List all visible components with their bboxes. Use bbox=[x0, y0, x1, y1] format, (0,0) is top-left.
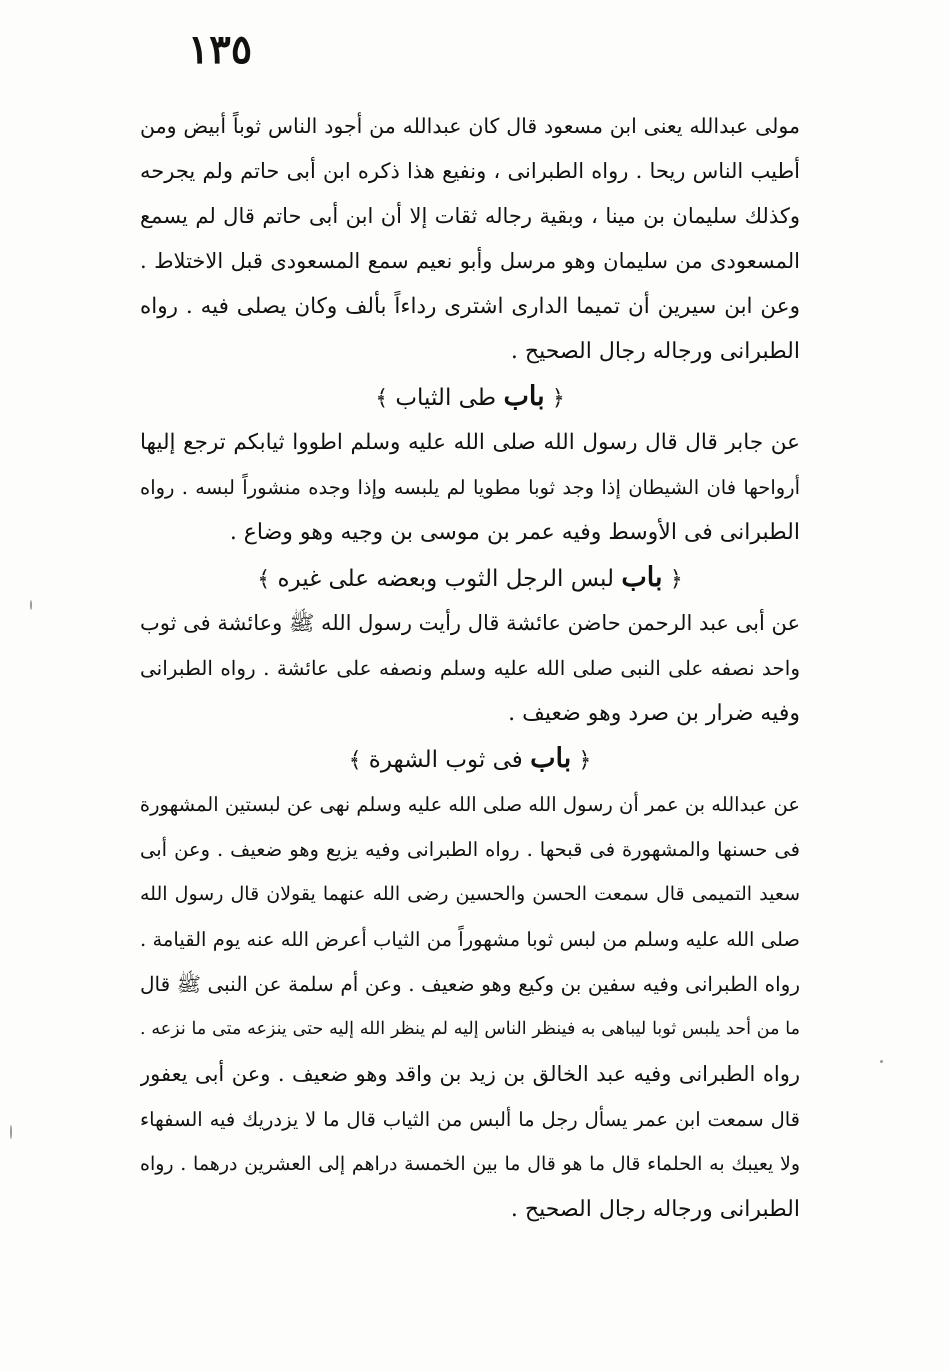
heading-title: فى ثوب الشهرة bbox=[368, 747, 523, 773]
text-line: مولى عبدالله يعنى ابن مسعود قال كان عبدالله من أجود الناس ثوباً أبيض ومن bbox=[140, 114, 800, 138]
text-line: الطبرانى فى الأوسط وفيه عمر بن موسى بن وجيه وهو وضاع . bbox=[229, 520, 800, 545]
text-line: المسعودى من سليمان وهو مرسل وأبو نعيم سمع المسعودى قبل الاختلاط . bbox=[140, 249, 800, 273]
text-line: قال سمعت ابن عمر يسأل رجل ما ألبس من الثياب قال ما لا يزدريك فيه السفهاء bbox=[140, 1108, 800, 1131]
text-line: عن عبدالله بن عمر أن رسول الله صلى الله عليه وسلم نهى عن لبستين المشهورة bbox=[140, 793, 800, 816]
text-line: صلى الله عليه وسلم من لبس ثوبا مشهوراً من الثياب أعرض الله عنه يوم القيامة . bbox=[140, 928, 800, 951]
heading-bracket-close: ﴾ bbox=[348, 748, 362, 773]
text-line: واحد نصفه على النبى صلى الله عليه وسلم ونصفه على عائشة . رواه الطبرانى bbox=[140, 656, 800, 680]
heading-bab: باب bbox=[503, 381, 545, 412]
page-number: ١٣٥ bbox=[187, 26, 253, 73]
text-line: أطيب الناس ريحا . رواه الطبرانى ، ونفيع هذا ذكره ابن أبى حاتم ولم يجرحه bbox=[140, 159, 800, 183]
heading-bracket-open: ﴿ bbox=[578, 748, 592, 773]
text-line: رواه الطبرانى وفيه سفين بن وكيع وهو ضعيف . وعن أم سلمة عن النبى ﷺ قال bbox=[140, 972, 800, 996]
heading-bracket-close: ﴾ bbox=[257, 567, 271, 592]
text-line: سعيد التميمى قال سمعت الحسن والحسين رضى الله عنهما يقولان قال رسول الله bbox=[140, 883, 800, 905]
heading-bab: باب bbox=[621, 562, 663, 593]
text-line: عن أبى عبد الرحمن حاضن عائشة قال رأيت رسول الله ﷺ وعائشة فى ثوب bbox=[140, 611, 800, 635]
scan-speck bbox=[10, 1125, 12, 1139]
chapter-heading bbox=[140, 736, 800, 782]
chapter-heading bbox=[140, 555, 800, 601]
text-line: الطبرانى ورجاله رجال الصحيح . bbox=[510, 1197, 800, 1222]
heading-bracket-open: ﴿ bbox=[551, 386, 565, 411]
text-line: عن جابر قال قال رسول الله صلى الله عليه وسلم اطووا ثيابكم ترجع إليها bbox=[140, 430, 800, 455]
scan-speck bbox=[880, 1060, 883, 1063]
scan-speck bbox=[30, 600, 32, 610]
chapter-heading bbox=[140, 374, 800, 420]
paragraph-block bbox=[140, 782, 800, 1232]
heading-bab: باب bbox=[530, 743, 572, 774]
heading-bracket-close: ﴾ bbox=[375, 386, 389, 411]
text-line: أرواحها فان الشيطان إذا وجد ثوبا مطويا لم يلبسه وإذا وجده منشوراً لبسه . رواه bbox=[140, 476, 800, 499]
text-line: الطبرانى ورجاله رجال الصحيح . bbox=[510, 339, 800, 364]
paragraph-block bbox=[140, 104, 800, 374]
text-line: وكذلك سليمان بن مينا ، وبقية رجاله ثقات إلا أن ابن أبى حاتم قال لم يسمع bbox=[140, 204, 800, 228]
text-line: رواه الطبرانى وفيه عبد الخالق بن زيد بن واقد وهو ضعيف . وعن أبى يعفور bbox=[140, 1062, 800, 1086]
text-line: وفيه ضرار بن صرد وهو ضعيف . bbox=[508, 701, 800, 726]
heading-bracket-open: ﴿ bbox=[669, 567, 683, 592]
text-line: ما من أحد يلبس ثوبا ليباهى به فينظر الناس إليه لم ينظر الله إليه حتى ينزعه متى ما نزعه . bbox=[140, 1019, 800, 1039]
paragraph-block bbox=[140, 601, 800, 736]
page-text bbox=[140, 104, 800, 1232]
heading-title: طى الثياب bbox=[395, 385, 497, 411]
heading-title: لبس الرجل الثوب وبعضه على غيره bbox=[277, 566, 615, 592]
paragraph-block bbox=[140, 420, 800, 555]
text-line: وعن ابن سيرين أن تميما الدارى اشترى رداءاً بألف وكان يصلى فيه . رواه bbox=[140, 294, 800, 319]
text-line: فى حسنها والمشهورة فى قبحها . رواه الطبرانى وفيه يزيع وهو ضعيف . وعن أبى bbox=[140, 838, 800, 861]
text-line: ولا يعيبك به الحلماء قال ما هو قال ما بين الخمسة دراهم إلى العشرين درهما . رواه bbox=[140, 1153, 800, 1175]
